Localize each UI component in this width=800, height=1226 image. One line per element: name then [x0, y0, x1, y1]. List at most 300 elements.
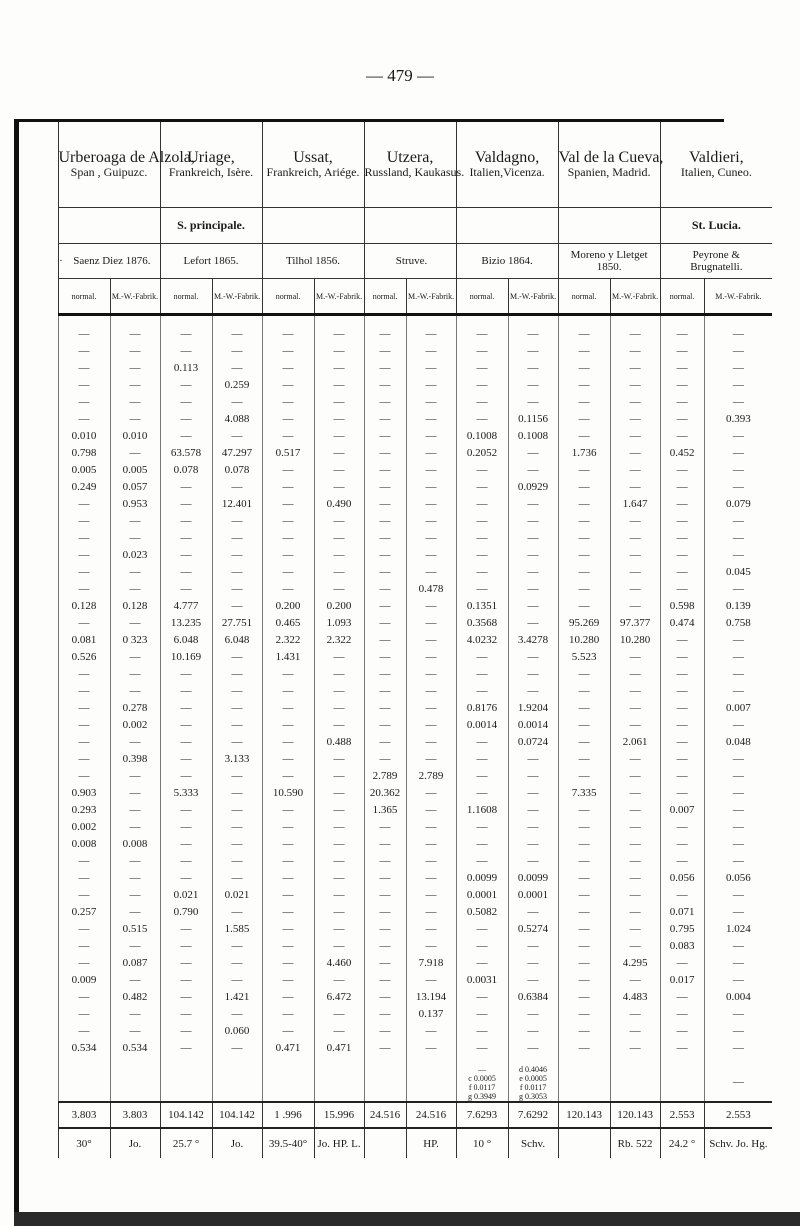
table-cell: —: [364, 666, 406, 683]
table-cell: —: [660, 751, 704, 768]
table-cell: 0.5082: [456, 904, 508, 921]
table-cell: —: [58, 938, 110, 955]
table-cell: —: [660, 564, 704, 581]
table-cell: —: [314, 411, 364, 428]
table-cell: —: [406, 326, 456, 343]
table-row: [58, 377, 772, 394]
table-cell: 0.017: [660, 972, 704, 989]
fabrik-column-label: M.-W.-Fabrik.: [110, 279, 160, 315]
table-cell: —: [456, 1023, 508, 1040]
table-cell: [558, 315, 610, 327]
table-cell: —: [610, 938, 660, 955]
table-cell: —: [262, 462, 314, 479]
table-cell: —: [110, 785, 160, 802]
table-cell: —: [364, 445, 406, 462]
table-cell: —: [212, 700, 262, 717]
table-cell: —: [314, 819, 364, 836]
table-cell: —: [58, 547, 110, 564]
table-cell: —: [456, 666, 508, 683]
table-cell: —: [262, 989, 314, 1006]
table-cell: —: [262, 343, 314, 360]
table-cell: —: [610, 666, 660, 683]
table-cell: —: [314, 1006, 364, 1023]
table-cell: 0.021: [160, 887, 212, 904]
table-cell: —: [364, 377, 406, 394]
table-cell: 1.585: [212, 921, 262, 938]
table-cell: —: [610, 479, 660, 496]
table-cell: 0.128: [58, 598, 110, 615]
table-cell: —: [212, 479, 262, 496]
table-cell: —: [610, 326, 660, 343]
table-cell: —: [160, 938, 212, 955]
total-cell: 1 .996: [262, 1102, 314, 1128]
table-cell: —: [314, 581, 364, 598]
normal-column-label: normal.: [160, 279, 212, 315]
table-cell: —: [558, 479, 610, 496]
table-cell: 10.280: [610, 632, 660, 649]
table-cell: 0.259: [212, 377, 262, 394]
table-cell: —: [110, 666, 160, 683]
footer-cell: Jo.: [110, 1128, 160, 1158]
analyst-text: Peyrone & Brugnatelli.: [690, 249, 743, 273]
table-cell: 4.088: [212, 411, 262, 428]
table-cell: —: [262, 564, 314, 581]
table-cell: —: [58, 496, 110, 513]
footer-cell: 30°: [58, 1128, 110, 1158]
table-cell: 0.005: [58, 462, 110, 479]
spring-name: [456, 208, 558, 244]
table-cell: —: [704, 581, 772, 598]
table-cell: —: [58, 734, 110, 751]
table-cell: —: [456, 836, 508, 853]
table-cell: —: [58, 411, 110, 428]
table-cell: [704, 315, 772, 327]
table-cell: 0.078: [212, 462, 262, 479]
table-cell: —: [262, 581, 314, 598]
table-cell: —: [58, 326, 110, 343]
analyst-mark: ·: [59, 255, 63, 267]
table-cell: —: [704, 819, 772, 836]
table-cell: —: [314, 938, 364, 955]
table-cell: —: [406, 870, 456, 887]
normal-column-label: normal.: [364, 279, 406, 315]
table-cell: —: [456, 649, 508, 666]
table-cell: —: [456, 1040, 508, 1057]
table-cell: 3.133: [212, 751, 262, 768]
table-cell: —: [110, 734, 160, 751]
table-cell: —: [660, 989, 704, 1006]
table-cell: —: [610, 530, 660, 547]
table-cell: 47.297: [212, 445, 262, 462]
table-cell: —: [406, 428, 456, 445]
table-cell: 0.795: [660, 921, 704, 938]
table-cell: 0.1008: [456, 428, 508, 445]
table-cell: —: [212, 598, 262, 615]
table-cell: —: [364, 717, 406, 734]
table-cell: —: [456, 768, 508, 785]
table-cell: —: [110, 377, 160, 394]
table-cell: —: [508, 751, 558, 768]
total-cell: 7.6293: [456, 1102, 508, 1128]
table-cell: —: [704, 479, 772, 496]
table-cell: —: [406, 819, 456, 836]
table-cell: —: [110, 564, 160, 581]
table-cell: 5.523: [558, 649, 610, 666]
table-cell: —: [660, 700, 704, 717]
table-cell: —: [704, 887, 772, 904]
table-cell: —: [364, 853, 406, 870]
analyst-name: [262, 244, 364, 279]
table-cell: 3.4278: [508, 632, 558, 649]
table-cell: —: [160, 1023, 212, 1040]
table-cell: —: [406, 530, 456, 547]
table-cell: 0.474: [660, 615, 704, 632]
table-cell: 0.257: [58, 904, 110, 921]
table-row: [58, 394, 772, 411]
table-cell: 2.789: [364, 768, 406, 785]
table-cell: 1.647: [610, 496, 660, 513]
table-cell: —: [704, 649, 772, 666]
table-cell: —: [406, 666, 456, 683]
table-cell: —: [610, 972, 660, 989]
table-cell: —: [406, 887, 456, 904]
table-cell: —: [262, 1006, 314, 1023]
table-cell: —: [456, 513, 508, 530]
table-cell: —: [456, 479, 508, 496]
notes-cell: [508, 1057, 558, 1102]
table-row: [58, 666, 772, 683]
table-cell: —: [364, 1040, 406, 1057]
table-cell: 0.0014: [508, 717, 558, 734]
table-cell: —: [160, 1006, 212, 1023]
table-cell: 0.071: [660, 904, 704, 921]
table-cell: —: [660, 326, 704, 343]
analyst-name: [456, 244, 558, 279]
table-cell: —: [110, 972, 160, 989]
table-row: [58, 1040, 772, 1057]
table-cell: —: [110, 581, 160, 598]
table-cell: —: [660, 343, 704, 360]
table-row: [58, 921, 772, 938]
table-cell: 1.421: [212, 989, 262, 1006]
table-cell: —: [110, 768, 160, 785]
table-cell: —: [558, 819, 610, 836]
table-cell: —: [558, 921, 610, 938]
table-cell: 4.483: [610, 989, 660, 1006]
table-cell: —: [660, 547, 704, 564]
table-cell: 0.5274: [508, 921, 558, 938]
table-cell: 1.9204: [508, 700, 558, 717]
table-cell: 0.002: [110, 717, 160, 734]
table-cell: —: [262, 853, 314, 870]
table-cell: —: [406, 1040, 456, 1057]
table-cell: —: [212, 955, 262, 972]
source-region: Span , Guipuzc.: [70, 164, 148, 179]
note-line: d 0.4046: [519, 1065, 548, 1074]
table-cell: —: [610, 547, 660, 564]
table-cell: —: [558, 972, 610, 989]
total-cell: 7.6292: [508, 1102, 558, 1128]
table-cell: —: [110, 819, 160, 836]
note-line: f 0.0117: [519, 1083, 547, 1092]
table-cell: —: [110, 887, 160, 904]
table-cell: —: [364, 700, 406, 717]
table-row: [58, 360, 772, 377]
table-cell: —: [314, 479, 364, 496]
table-cell: 0.534: [58, 1040, 110, 1057]
table-cell: —: [406, 479, 456, 496]
total-cell: 2.553: [660, 1102, 704, 1128]
table-cell: —: [406, 683, 456, 700]
table-cell: —: [364, 921, 406, 938]
table-cell: —: [364, 683, 406, 700]
table-row: [58, 547, 772, 564]
spring-name: [58, 208, 160, 244]
table-cell: —: [364, 394, 406, 411]
note-line: e 0.0005: [519, 1074, 547, 1083]
table-cell: —: [660, 479, 704, 496]
table-cell: —: [262, 819, 314, 836]
table-cell: —: [364, 649, 406, 666]
table-cell: —: [456, 938, 508, 955]
table-cell: 0.005: [110, 462, 160, 479]
table-cell: —: [58, 615, 110, 632]
table-row: [58, 598, 772, 615]
table-cell: —: [262, 547, 314, 564]
table-cell: 0.517: [262, 445, 314, 462]
table-cell: —: [58, 530, 110, 547]
table-cell: 0.465: [262, 615, 314, 632]
source-header: [58, 122, 195, 208]
table-cell: —: [364, 496, 406, 513]
table-cell: —: [456, 989, 508, 1006]
table-cell: —: [110, 615, 160, 632]
table-cell: —: [508, 547, 558, 564]
notes-cell: [610, 1057, 660, 1102]
table-cell: [314, 315, 364, 327]
table-cell: —: [610, 921, 660, 938]
table-cell: 0.139: [704, 598, 772, 615]
table-row: [58, 717, 772, 734]
table-cell: —: [558, 513, 610, 530]
table-cell: —: [610, 836, 660, 853]
table-cell: —: [314, 700, 364, 717]
table-cell: —: [704, 683, 772, 700]
table-cell: —: [160, 802, 212, 819]
table-cell: —: [314, 683, 364, 700]
table-cell: —: [160, 955, 212, 972]
table-cell: 0.515: [110, 921, 160, 938]
table-cell: 0.2052: [456, 445, 508, 462]
table-cell: —: [160, 870, 212, 887]
table-cell: —: [508, 904, 558, 921]
table-cell: —: [160, 989, 212, 1006]
table-cell: —: [110, 360, 160, 377]
source-header: [558, 122, 664, 208]
table-cell: —: [704, 904, 772, 921]
table-cell: —: [364, 1006, 406, 1023]
table-cell: —: [406, 615, 456, 632]
table-cell: —: [58, 989, 110, 1006]
table-cell: —: [212, 683, 262, 700]
table-cell: 0.8176: [456, 700, 508, 717]
table-cell: —: [456, 326, 508, 343]
table-cell: —: [58, 360, 110, 377]
table-cell: —: [704, 530, 772, 547]
table-cell: —: [610, 411, 660, 428]
table-cell: 0.482: [110, 989, 160, 1006]
table-cell: —: [610, 870, 660, 887]
table-cell: 0.0031: [456, 972, 508, 989]
table-cell: 6.048: [212, 632, 262, 649]
table-cell: —: [212, 343, 262, 360]
table-cell: —: [212, 581, 262, 598]
table-row: [58, 734, 772, 751]
table-cell: —: [58, 513, 110, 530]
table-cell: —: [58, 955, 110, 972]
table-cell: —: [110, 530, 160, 547]
table-cell: —: [364, 751, 406, 768]
table-cell: —: [610, 853, 660, 870]
table-cell: —: [58, 1023, 110, 1040]
table-cell: —: [558, 717, 610, 734]
table-cell: —: [364, 615, 406, 632]
table-cell: —: [660, 666, 704, 683]
table-cell: —: [314, 802, 364, 819]
table-cell: —: [704, 955, 772, 972]
table-cell: —: [212, 530, 262, 547]
table-cell: —: [314, 547, 364, 564]
table-cell: —: [456, 751, 508, 768]
table-cell: 0.057: [110, 479, 160, 496]
table-row: [58, 751, 772, 768]
table-cell: —: [58, 666, 110, 683]
table-cell: —: [456, 496, 508, 513]
table-cell: —: [160, 734, 212, 751]
table-row: [58, 632, 772, 649]
table-cell: —: [406, 547, 456, 564]
source-region: Frankreich, Isère.: [168, 164, 254, 179]
table-cell: —: [58, 700, 110, 717]
table-cell: —: [110, 1006, 160, 1023]
table-cell: —: [110, 802, 160, 819]
table-cell: —: [456, 411, 508, 428]
table-cell: 4.460: [314, 955, 364, 972]
spring-source-row: [58, 208, 772, 244]
table-cell: —: [160, 751, 212, 768]
normal-column-label: normal.: [58, 279, 110, 315]
table-cell: —: [262, 870, 314, 887]
notes-cell: [660, 1057, 704, 1102]
table-cell: —: [508, 972, 558, 989]
table-cell: —: [212, 870, 262, 887]
table-cell: 63.578: [160, 445, 212, 462]
table-cell: —: [314, 904, 364, 921]
table-cell: 0.471: [262, 1040, 314, 1057]
footer-cell: Jo. HP. L.: [314, 1128, 364, 1158]
table-cell: —: [456, 360, 508, 377]
source-name: Uriage,: [187, 148, 235, 166]
table-cell: —: [160, 428, 212, 445]
table-cell: 0.278: [110, 700, 160, 717]
table-cell: —: [456, 394, 508, 411]
table-cell: —: [704, 802, 772, 819]
table-cell: 0.137: [406, 1006, 456, 1023]
table-cell: —: [704, 377, 772, 394]
table-cell: 0.087: [110, 955, 160, 972]
table-cell: —: [364, 326, 406, 343]
table-cell: 0.903: [58, 785, 110, 802]
table-cell: 0.083: [660, 938, 704, 955]
table-cell: —: [262, 683, 314, 700]
left-binding-edge: [14, 119, 19, 1213]
table-cell: —: [558, 904, 610, 921]
note-line: —: [732, 1076, 744, 1088]
table-row: [58, 411, 772, 428]
table-cell: —: [160, 394, 212, 411]
table-cell: —: [364, 343, 406, 360]
note-line: c 0.0005: [468, 1074, 496, 1083]
table-cell: —: [314, 377, 364, 394]
table-cell: —: [508, 683, 558, 700]
table-cell: —: [558, 360, 610, 377]
table-cell: —: [508, 462, 558, 479]
table-cell: 13.194: [406, 989, 456, 1006]
table-cell: —: [262, 836, 314, 853]
table-cell: 2.322: [262, 632, 314, 649]
table-cell: —: [110, 649, 160, 666]
table-cell: —: [456, 581, 508, 598]
table-cell: —: [262, 377, 314, 394]
table-cell: 1.365: [364, 802, 406, 819]
table-cell: —: [660, 649, 704, 666]
table-cell: —: [558, 666, 610, 683]
table-cell: —: [58, 343, 110, 360]
table-cell: —: [262, 734, 314, 751]
table-row: [58, 768, 772, 785]
source-name: Valdagno,: [474, 148, 540, 166]
table-cell: 5.333: [160, 785, 212, 802]
fabrik-column-label: M.-W.-Fabrik.: [314, 279, 364, 315]
analyst-text: Tilhol 1856.: [286, 255, 341, 267]
table-cell: 10.590: [262, 785, 314, 802]
table-cell: —: [508, 955, 558, 972]
table-cell: —: [660, 377, 704, 394]
note-line: f 0.0117: [468, 1083, 496, 1092]
table-row: [58, 836, 772, 853]
table-cell: —: [406, 462, 456, 479]
table-cell: —: [508, 1023, 558, 1040]
source-header: [456, 122, 558, 208]
table-cell: —: [660, 496, 704, 513]
table-cell: 12.401: [212, 496, 262, 513]
table-cell: —: [704, 853, 772, 870]
table-cell: —: [406, 836, 456, 853]
table-cell: [364, 315, 406, 327]
table-cell: —: [704, 445, 772, 462]
table-cell: —: [610, 1023, 660, 1040]
table-cell: 97.377: [610, 615, 660, 632]
table-cell: 6.472: [314, 989, 364, 1006]
table-cell: —: [610, 683, 660, 700]
source-name: Val de la Cueva,: [558, 148, 664, 166]
table-cell: —: [406, 785, 456, 802]
table-cell: —: [406, 853, 456, 870]
table-cell: —: [660, 530, 704, 547]
table-cell: 0.471: [314, 1040, 364, 1057]
footer-cell: Rb. 522: [610, 1128, 660, 1158]
table-cell: —: [610, 564, 660, 581]
